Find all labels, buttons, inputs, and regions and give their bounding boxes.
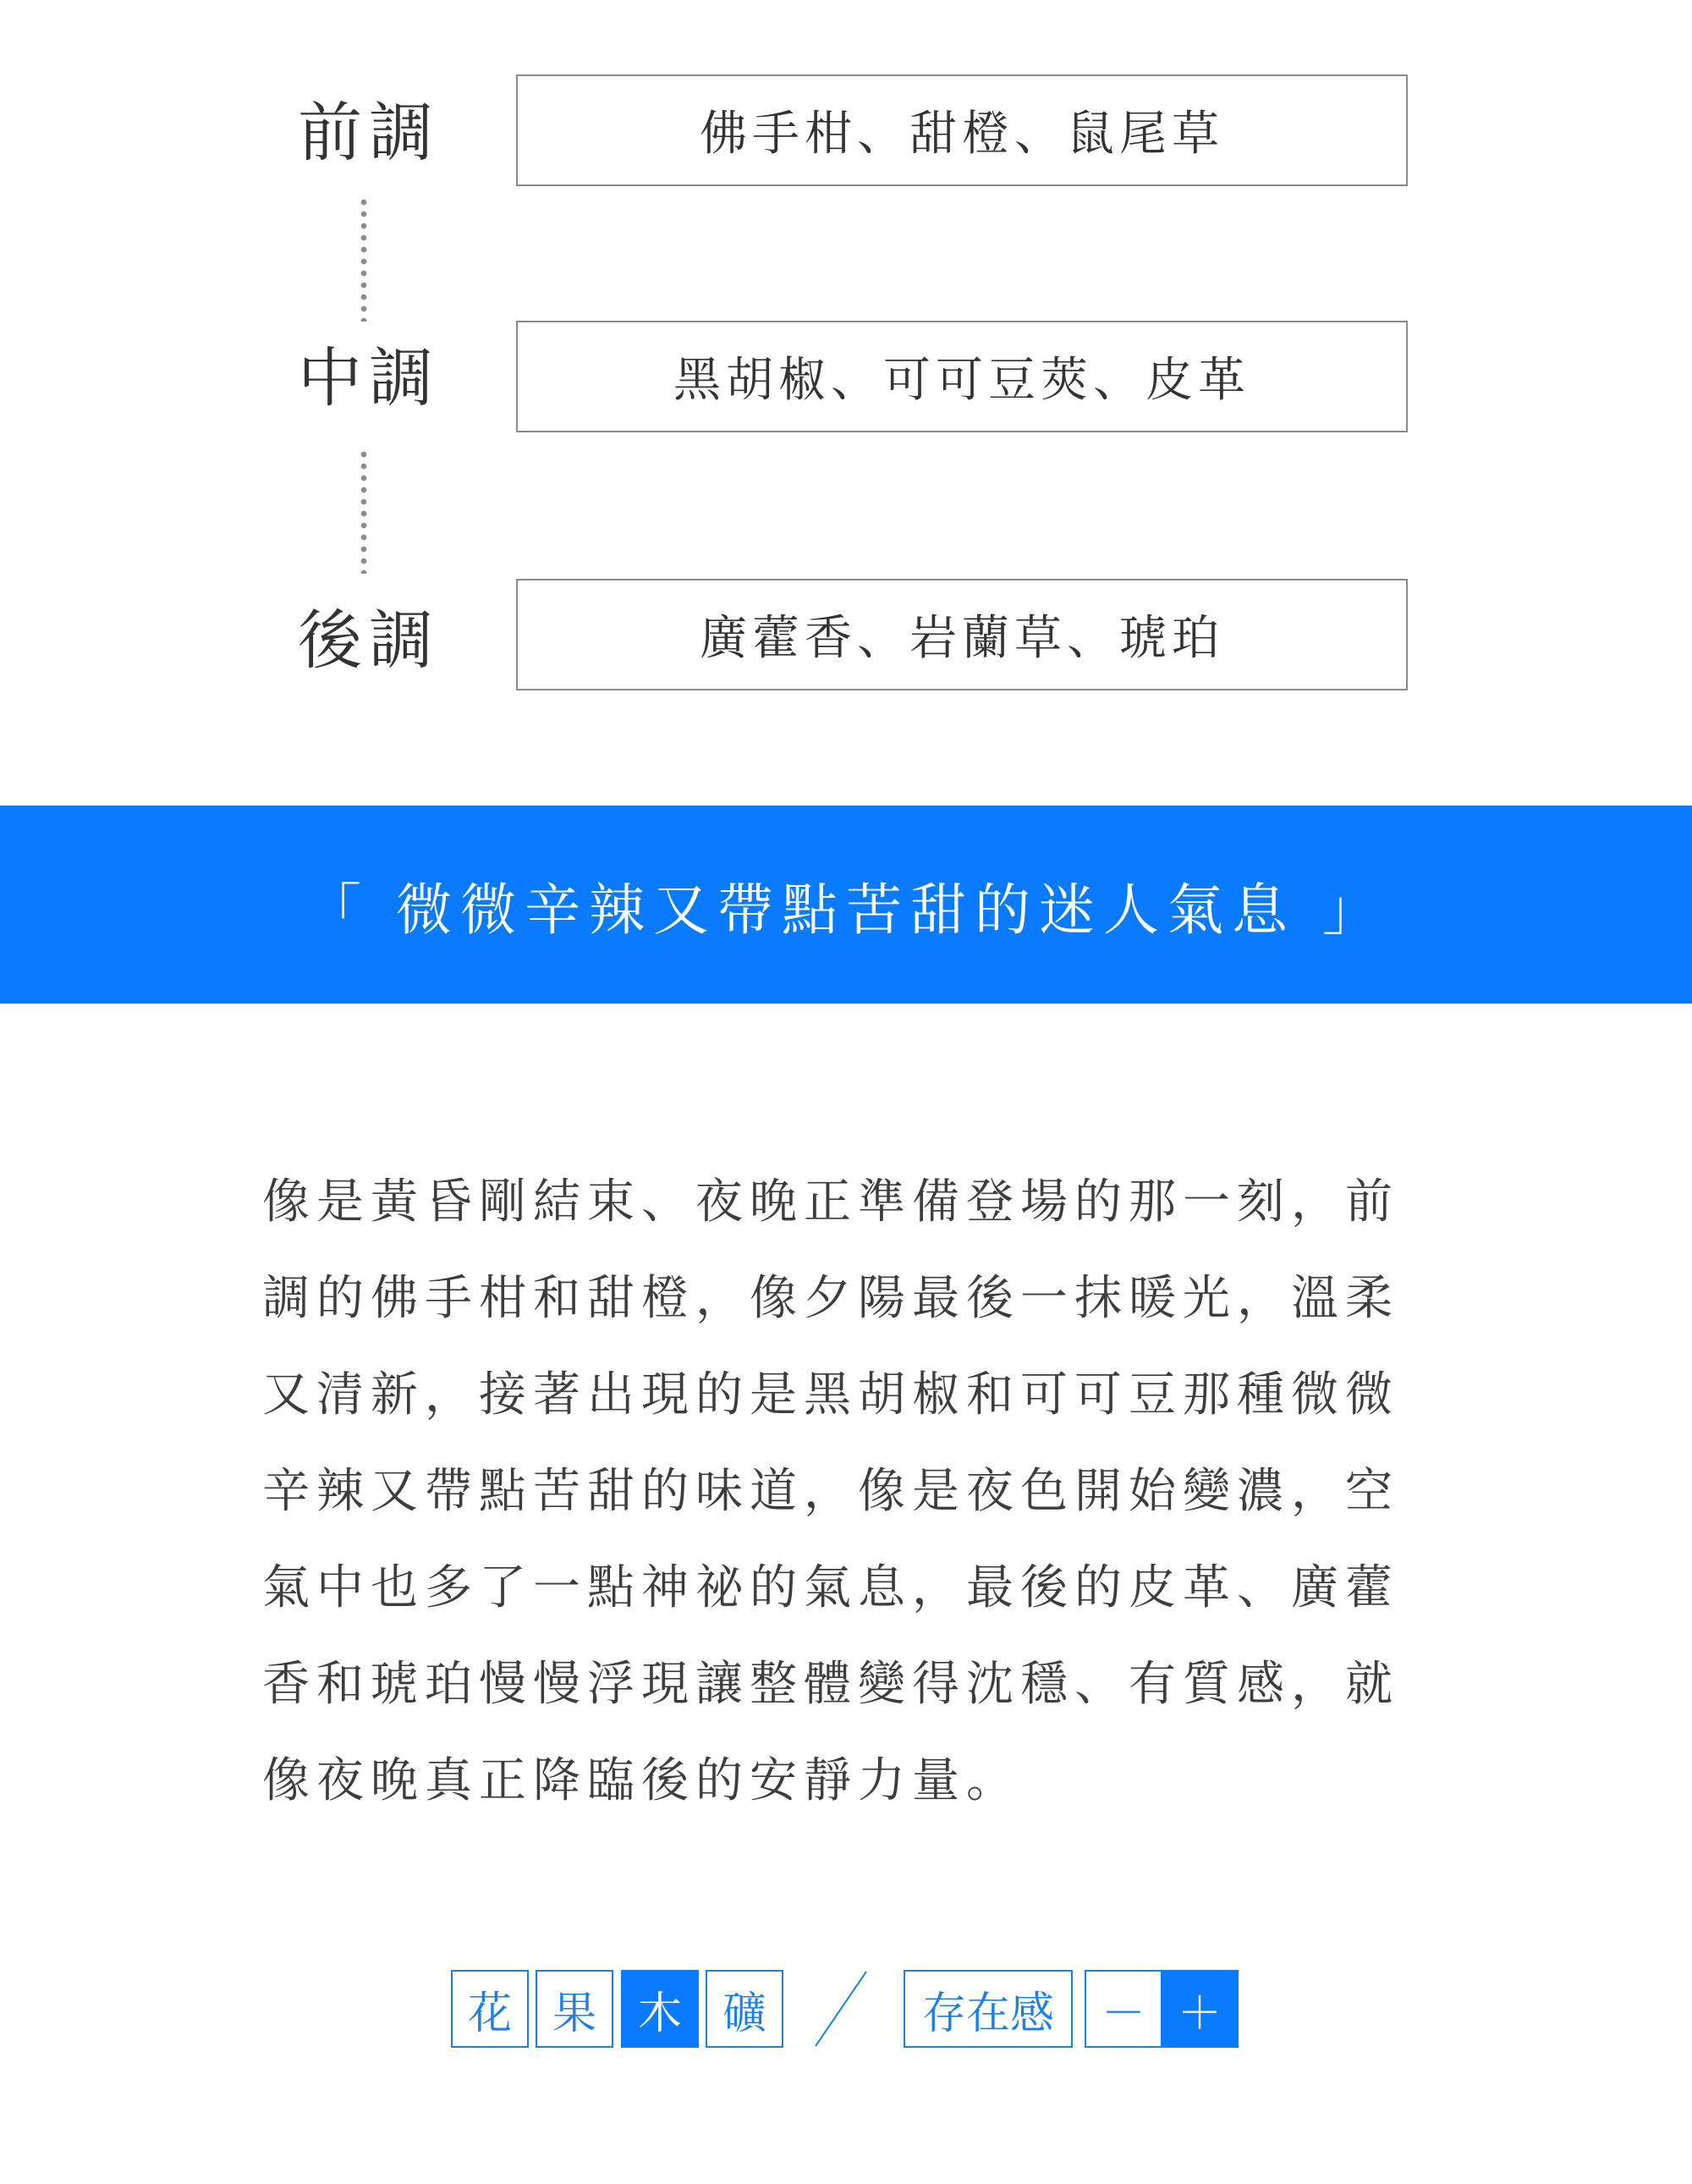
note-top-value: 佛手柑、甜橙、鼠尾草 — [700, 107, 1224, 162]
note-base-box — [516, 579, 1408, 690]
note-connector-dots — [360, 196, 367, 322]
note-middle-box — [516, 321, 1408, 432]
description-line: 辛辣又帶點苦甜的味道，像是夜色開始變濃，空 — [262, 1464, 1399, 1519]
description-line: 像夜晚真正降臨後的安靜力量。 — [262, 1753, 1020, 1808]
description-paragraph — [262, 1154, 1438, 1829]
note-top-label: 前調 — [298, 95, 440, 170]
presence-minus-button[interactable]: － — [1085, 1970, 1162, 2048]
quote-text: 「 微微辛辣又帶點苦甜的迷人氣息 」 — [305, 877, 1387, 943]
note-base-label: 後調 — [298, 602, 440, 678]
note-middle-value: 黑胡椒、可可豆莢、皮革 — [673, 353, 1250, 408]
presence-label: 存在感 — [904, 1970, 1073, 2048]
scent-tag-fruity[interactable]: 果 — [536, 1970, 613, 2048]
note-connector-dots — [360, 448, 367, 574]
description-line: 調的佛手柑和甜橙，像夕陽最後一抹暖光，溫柔 — [262, 1271, 1399, 1326]
scent-tag-woody[interactable]: 木 — [621, 1970, 699, 2048]
slash-divider — [812, 1968, 870, 2049]
description-line: 香和琥珀慢慢浮現讓整體變得沈穩、有質感，就 — [262, 1657, 1399, 1712]
description-line: 又清新，接著出現的是黑胡椒和可可豆那種微微 — [262, 1367, 1399, 1422]
scent-tag-mineral[interactable]: 礦 — [706, 1970, 783, 2048]
scent-tag-floral[interactable]: 花 — [451, 1970, 529, 2048]
quote-banner — [0, 806, 1692, 1004]
description-line: 氣中也多了一點神祕的氣息，最後的皮革、廣藿 — [262, 1560, 1399, 1615]
note-base-value: 廣藿香、岩蘭草、琥珀 — [700, 611, 1224, 666]
description-line: 像是黃昏剛結束、夜晚正準備登場的那一刻，前 — [262, 1175, 1399, 1230]
presence-plus-button[interactable]: ＋ — [1161, 1970, 1239, 2048]
note-top-box — [516, 74, 1408, 186]
note-middle-label: 中調 — [298, 340, 440, 415]
